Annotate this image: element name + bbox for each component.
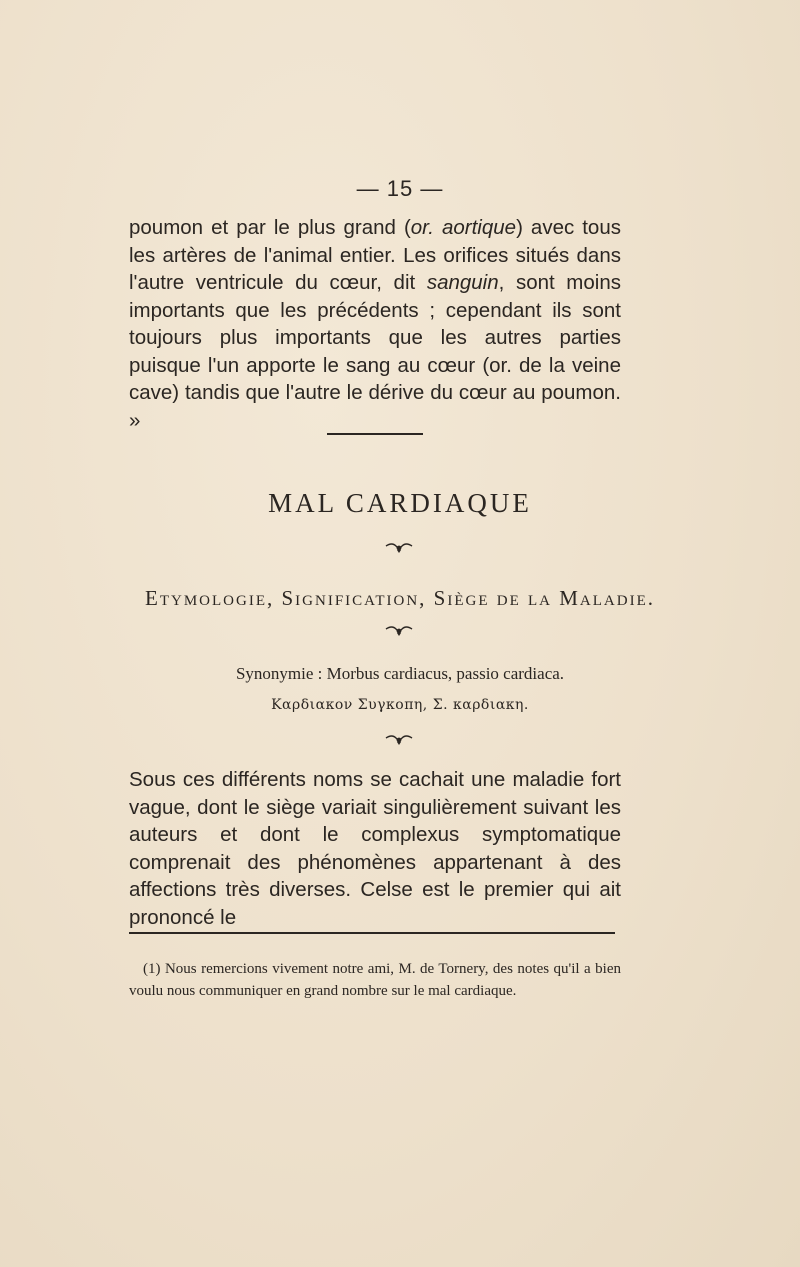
- section-subheading: Etymologie, Signification, Siège de la Maladie.: [145, 586, 655, 610]
- fleuron-ornament-icon: [384, 732, 414, 746]
- paragraph-continuation: [129, 214, 621, 434]
- body-paragraph: Sous ces différents noms se cachait une maladie fort vague, dont le siège variait singulièrement suivant les auteurs et dont le complexus symptomatique comprenait des phénomènes appartenant à des affections très diverses. Celse est le premier qui ait prononcé le: [129, 768, 621, 929]
- greek-terms-line: Καρδιακον Συγκοπη, Σ. καρδιακη.: [271, 697, 529, 713]
- fleuron-ornament-icon: [384, 623, 414, 637]
- section-divider: [327, 433, 423, 435]
- paragraph-text-3: , sont moins importants que les précédents ; cependant ils sont toujours plus importants que les autres parties puisque l'un apporte le sang au cœur (or. de la veine cave) tandis que l'autre le dérive du cœur au poumon. »: [129, 271, 621, 432]
- fleuron-ornament-icon: [384, 540, 414, 554]
- paragraph-text-2: ) avec tous les artères de l'animal entier. Les orifices situés dans l'autre ventricule du cœur, dit: [129, 216, 621, 294]
- chapter-heading: MAL CARDIAQUE: [268, 488, 532, 518]
- synonymy-line: Synonymie : Morbus cardiacus, passio cardiaca.: [235, 664, 565, 683]
- footnote-text: (1) Nous remercions vivement notre ami, M. de Tornery, des notes qu'il a bien voulu nous communiquer en grand nombre sur le mal cardiaque.: [129, 961, 621, 999]
- footnote-divider: [129, 932, 615, 934]
- page-number: — 15 —: [356, 176, 444, 201]
- footnote: [129, 958, 621, 1002]
- italic-term-sanguin: sanguin: [426, 271, 499, 294]
- paragraph-text-1: poumon et par le plus grand (: [129, 216, 411, 239]
- italic-term-aortique: or. aortique: [410, 216, 517, 239]
